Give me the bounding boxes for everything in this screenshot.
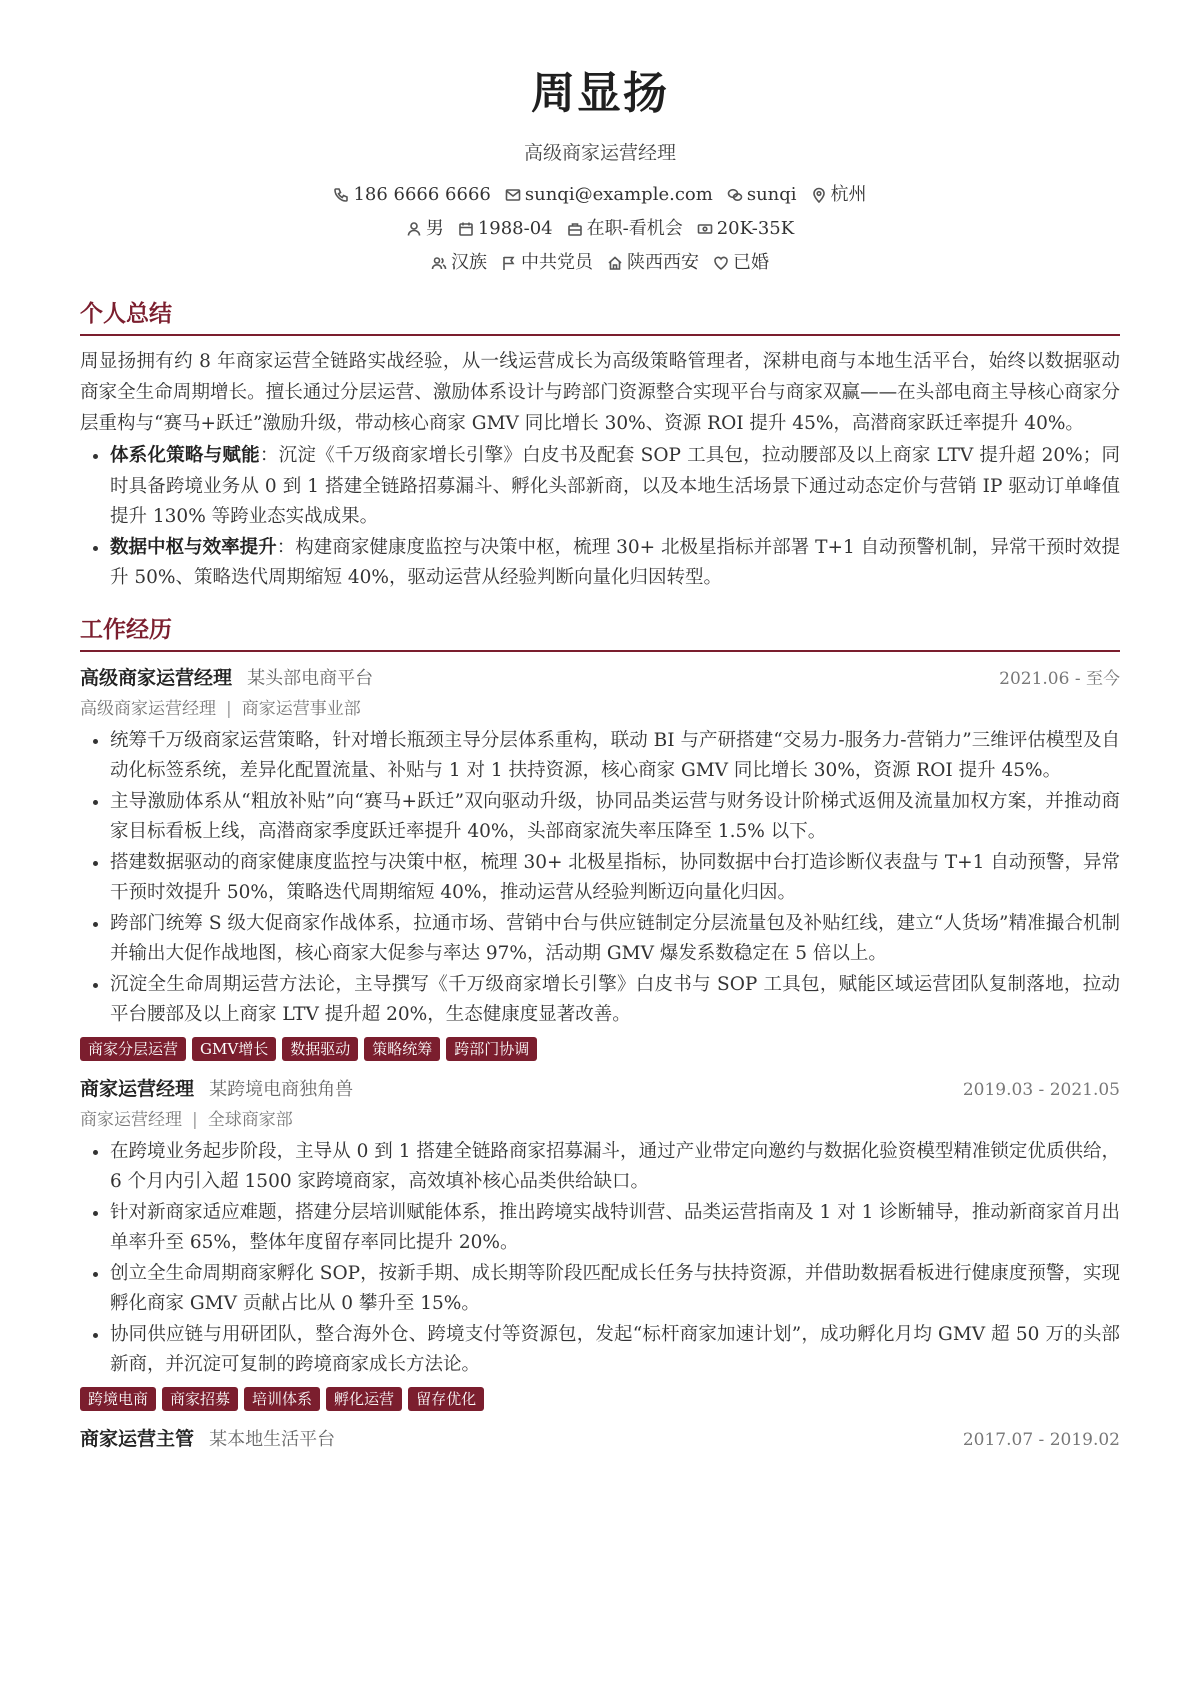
job-date: 2019.03 - 2021.05 bbox=[962, 1079, 1120, 1100]
home-icon bbox=[607, 255, 623, 271]
list-item: • 针对新商家适应难题，搭建分层培训赋能体系，推出跨境实战特训营、品类运营指南及 1 对 1 诊断辅导，推动新商家首月出单率升至 65%，整体年度留存率同比提升 20%。 bbox=[110, 1198, 1120, 1259]
job-bullets bbox=[80, 1137, 1120, 1381]
ethnicity-info: 汉族 bbox=[431, 246, 487, 280]
wechat-info: sunqi bbox=[727, 178, 797, 212]
location-info: 杭州 bbox=[811, 178, 867, 212]
candidate-name: 周显扬 bbox=[531, 68, 669, 119]
marital-info: 已婚 bbox=[713, 246, 769, 280]
list-item: • 沉淀全生命周期运营方法论，主导撰写《千万级商家增长引擎》白皮书与 SOP 工具包，赋能区域运营团队复制落地，拉动平台腰部及以上商家 LTV 提升超 20%，生态健康度显著改善。 bbox=[110, 970, 1120, 1031]
job-date: 2021.06 - 至今 bbox=[999, 668, 1120, 689]
job-bullets bbox=[80, 726, 1120, 1031]
salary-info: 20K-35K bbox=[697, 212, 794, 246]
political-info: 中共党员 bbox=[501, 246, 593, 280]
list-item: • 协同供应链与用研团队，整合海外仓、跨境支付等资源包，发起“标杆商家加速计划”，成功孵化月均 GMV 超 50 万的头部新商，并沉淀可复制的跨境商家成长方法论。 bbox=[110, 1320, 1120, 1381]
gender-info: 男 bbox=[406, 212, 444, 246]
profile-row bbox=[80, 212, 1120, 246]
money-icon bbox=[697, 221, 713, 237]
skill-tag: 留存优化 bbox=[408, 1387, 484, 1411]
skill-tag: 跨部门协调 bbox=[446, 1037, 537, 1061]
phone-info[interactable]: 186 6666 6666 bbox=[333, 178, 490, 212]
skill-tag: 商家招募 bbox=[162, 1387, 238, 1411]
summary-bullets bbox=[80, 441, 1120, 594]
hometown-info: 陕西西安 bbox=[607, 246, 699, 280]
work-section-title: 工作经历 bbox=[80, 610, 1120, 652]
job-header bbox=[80, 1073, 1120, 1105]
skill-tag: 孵化运营 bbox=[326, 1387, 402, 1411]
flag-icon bbox=[501, 255, 517, 271]
list-item: • 体系化策略与赋能：沉淀《千万级商家增长引擎》白皮书及配套 SOP 工具包，拉动腰部及以上商家 LTV 提升超 20%；同时具备跨境业务从 0 到 1 搭建全链路招募漏斗、孵化头部新商，以及本地生活场景下通过动态定价与营销 IP 驱动订单峰值提升 130% 等跨业态实战成果。 bbox=[110, 441, 1120, 533]
user-icon bbox=[406, 221, 422, 237]
birth-info: 1988-04 bbox=[458, 212, 553, 246]
skill-tag: 策略统筹 bbox=[364, 1037, 440, 1061]
job-company: 某头部电商平台 bbox=[247, 667, 374, 689]
list-item: • 搭建数据驱动的商家健康度监控与决策中枢，梳理 30+ 北极星指标，协同数据中台打造诊断仪表盘与 T+1 自动预警，异常干预时效提升 50%，策略迭代周期缩短 40%，推动运营从经验判断迈向量化归因。 bbox=[110, 848, 1120, 909]
job-tags bbox=[80, 1037, 1120, 1063]
job-subtitle: 高级商家运营经理 | 商家运营事业部 bbox=[80, 698, 361, 719]
skill-tag: 培训体系 bbox=[244, 1387, 320, 1411]
heart-icon bbox=[713, 255, 729, 271]
job-date: 2017.07 - 2019.02 bbox=[962, 1429, 1120, 1450]
personal-row bbox=[80, 246, 1120, 280]
location-icon bbox=[811, 187, 827, 203]
list-item: • 统筹千万级商家运营策略，针对增长瓶颈主导分层体系重构，联动 BI 与产研搭建“交易力-服务力-营销力”三维评估模型及自动化标签系统，差异化配置流量、补贴与 1 对 1 扶持资源，核心商家 GMV 同比增长 30%，资源 ROI 提升 45%。 bbox=[110, 726, 1120, 787]
skill-tag: GMV增长 bbox=[192, 1037, 276, 1061]
calendar-icon bbox=[458, 221, 474, 237]
skill-tag: 跨境电商 bbox=[80, 1387, 156, 1411]
phone-icon bbox=[333, 187, 349, 203]
summary-section-title: 个人总结 bbox=[80, 294, 1120, 336]
candidate-title: 高级商家运营经理 bbox=[523, 142, 676, 164]
resume-page bbox=[80, 0, 1120, 1455]
job-role: 高级商家运营经理 bbox=[80, 666, 233, 689]
briefcase-icon bbox=[567, 221, 583, 237]
job-header bbox=[80, 662, 1120, 694]
summary-paragraph: 周显扬拥有约 8 年商家运营全链路实战经验，从一线运营成长为高级策略管理者，深耕电商与本地生活平台，始终以数据驱动商家全生命周期增长。擅长通过分层运营、激励体系设计与跨部门资源整合实现平台与商家双赢——在头部电商主导核心商家分层重构与“赛马+跃迁”激励升级，带动核心商家 GMV 同比增长 30%、资源 ROI 提升 45%，高潜商家跃迁率提升 40%。 bbox=[80, 351, 1120, 434]
contact-row bbox=[80, 178, 1120, 212]
job-company: 某跨境电商独角兽 bbox=[209, 1078, 354, 1100]
job-company: 某本地生活平台 bbox=[209, 1428, 336, 1450]
job-role: 商家运营经理 bbox=[80, 1077, 195, 1100]
email-info[interactable]: sunqi@example.com bbox=[505, 178, 713, 212]
list-item: • 主导激励体系从“粗放补贴”向“赛马+跃迁”双向驱动升级，协同品类运营与财务设计阶梯式返佣及流量加权方案，并推动商家目标看板上线，高潜商家季度跃迁率提升 40%，头部商家流失率压降至 1.5% 以下。 bbox=[110, 787, 1120, 848]
list-item: • 在跨境业务起步阶段，主导从 0 到 1 搭建全链路商家招募漏斗，通过产业带定向邀约与数据化验资模型精准锁定优质供给，6 个月内引入超 1500 家跨境商家，高效填补核心品类供给缺口。 bbox=[110, 1137, 1120, 1198]
job-role: 商家运营主管 bbox=[80, 1427, 195, 1450]
job-subtitle: 商家运营经理 | 全球商家部 bbox=[80, 1109, 293, 1130]
job-tags bbox=[80, 1387, 1120, 1413]
status-info: 在职-看机会 bbox=[567, 212, 683, 246]
wechat-icon bbox=[727, 187, 743, 203]
list-item: • 创立全生命周期商家孵化 SOP，按新手期、成长期等阶段匹配成长任务与扶持资源，并借助数据看板进行健康度预警，实现孵化商家 GMV 贡献占比从 0 攀升至 15%。 bbox=[110, 1259, 1120, 1320]
skill-tag: 数据驱动 bbox=[282, 1037, 358, 1061]
skill-tag: 商家分层运营 bbox=[80, 1037, 186, 1061]
mail-icon bbox=[505, 187, 521, 203]
job-header bbox=[80, 1423, 1120, 1455]
list-item: • 跨部门统筹 S 级大促商家作战体系，拉通市场、营销中台与供应链制定分层流量包及补贴红线，建立“人货场”精准撮合机制并输出大促作战地图，核心商家大促参与率达 97%，活动期 GMV 爆发系数稳定在 5 倍以上。 bbox=[110, 909, 1120, 970]
people-icon bbox=[431, 255, 447, 271]
list-item: • 数据中枢与效率提升：构建商家健康度监控与决策中枢，梳理 30+ 北极星指标并部署 T+1 自动预警机制，异常干预时效提升 50%、策略迭代周期缩短 40%，驱动运营从经验判断向量化归因转型。 bbox=[110, 533, 1120, 594]
